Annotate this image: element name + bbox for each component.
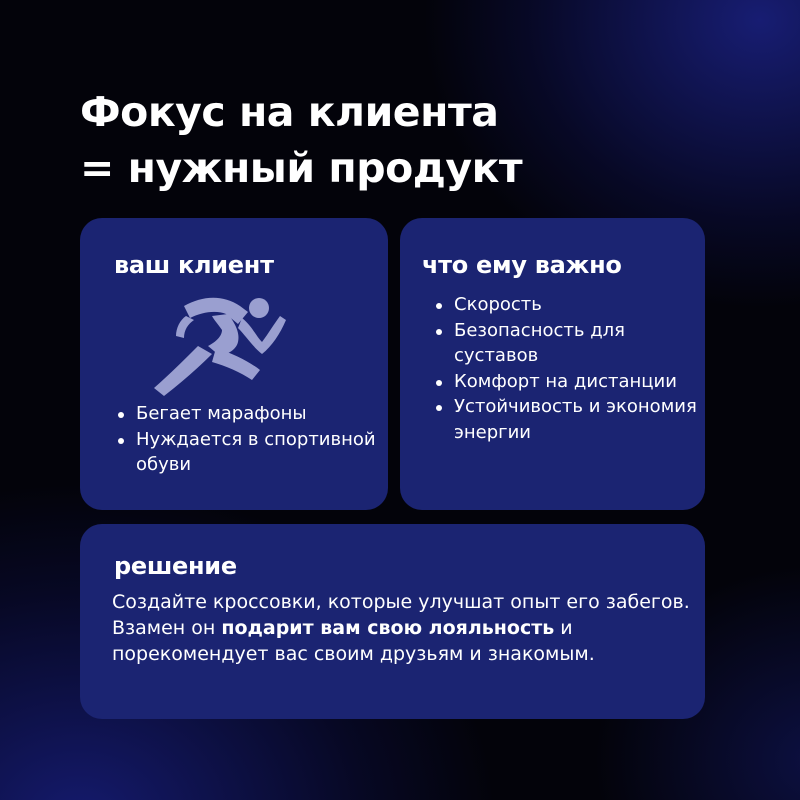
list-item: Бегает марафоны (112, 401, 382, 427)
solution-card (80, 524, 705, 719)
running-person-icon (142, 284, 292, 400)
list-item: Устойчивость и экономия энергии (430, 394, 700, 445)
title-line-1: Фокус на клиента (80, 88, 499, 136)
client-card (80, 218, 388, 510)
list-item: Безопасность для суставов (430, 318, 700, 369)
list-item: Нуждается в спортивной обуви (112, 427, 382, 478)
solution-text-part1: Создайте кроссовки, которые улучшат опыт его забегов. Взамен он (112, 591, 690, 639)
client-traits-list (112, 401, 382, 478)
title-line-2: = нужный продукт (80, 144, 523, 192)
important-list (430, 292, 700, 445)
page-title (80, 84, 522, 196)
list-item: Скорость (430, 292, 700, 318)
important-card (400, 218, 705, 510)
solution-text-bold: подарит вам свою лояльность (221, 617, 555, 639)
client-card-heading: ваш клиент (114, 251, 274, 279)
important-card-heading: что ему важно (422, 251, 622, 279)
list-item: Комфорт на дистанции (430, 369, 700, 395)
solution-text-part2: и порекомендует вас своим друзьям и знакомым. (112, 617, 595, 665)
solution-text (112, 589, 692, 667)
solution-card-heading: решение (114, 552, 237, 580)
